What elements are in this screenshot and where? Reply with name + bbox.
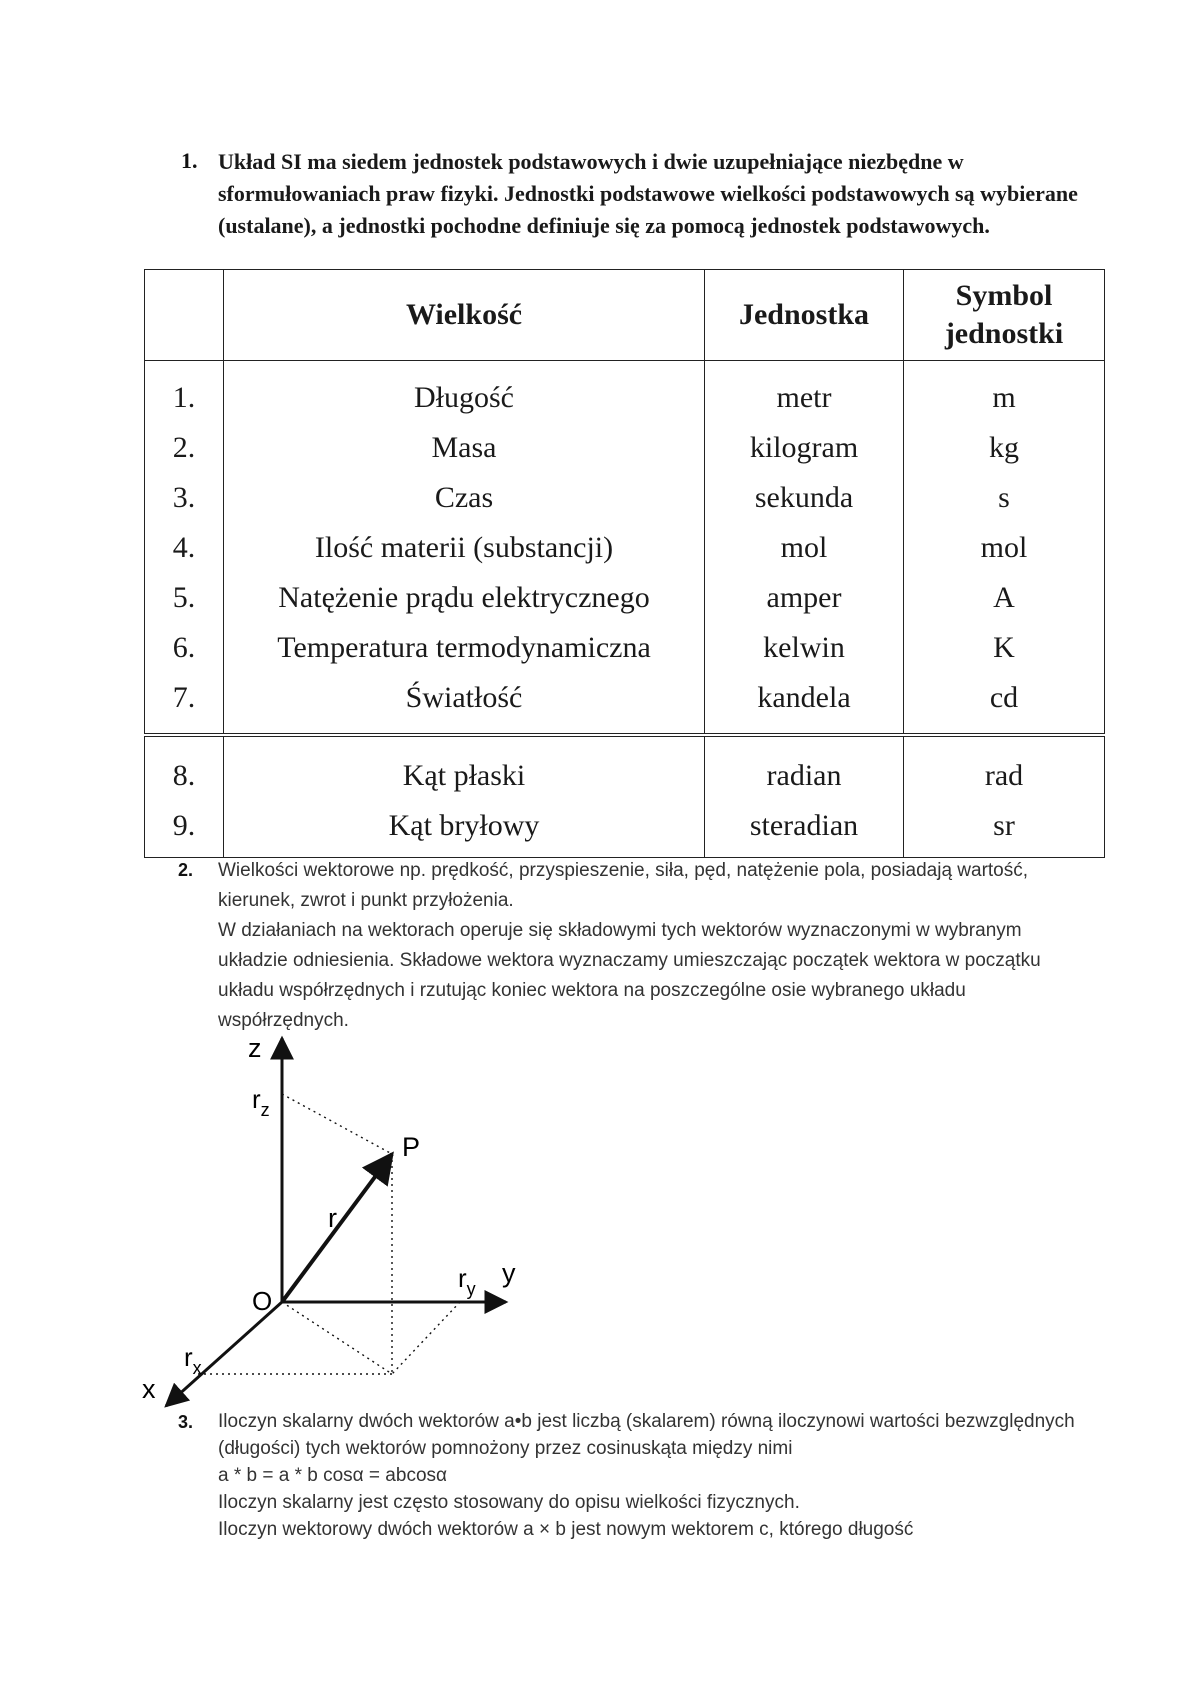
row-number: 3.	[145, 473, 224, 523]
row-unit: mol	[705, 523, 904, 573]
section-3-line: Iloczyn skalarny jest często stosowany do opisu wielkości fizycznych.	[218, 1492, 800, 1513]
rx-label: $r_x$	[184, 1342, 202, 1378]
row-number: 8.	[145, 735, 224, 801]
si-units-table	[144, 269, 1105, 858]
row-number: 9.	[145, 801, 224, 858]
table-row	[145, 423, 1105, 473]
vector-r-label: r	[328, 1203, 337, 1233]
vector-components-diagram	[140, 1030, 560, 1410]
row-unit: metr	[705, 361, 904, 424]
row-quantity: Czas	[224, 473, 705, 523]
row-number: 4.	[145, 523, 224, 573]
header-unit: Jednostka	[705, 270, 904, 361]
row-quantity: Natężenie prądu elektrycznego	[224, 573, 705, 623]
table-header-row	[145, 270, 1105, 361]
row-quantity: Ilość materii (substancji)	[224, 523, 705, 573]
origin-label: O	[252, 1286, 273, 1316]
row-quantity: Długość	[224, 361, 705, 424]
row-unit: kandela	[705, 673, 904, 735]
section-3-line: Iloczyn wektorowy dwóch wektorów a × b jest nowym wektorem c, którego długość	[218, 1519, 914, 1540]
row-symbol: K	[904, 623, 1105, 673]
section-1-lead: Układ SI	[218, 149, 302, 174]
section-3-line: Iloczyn skalarny dwóch wektorów a•b jest liczbą (skalarem) równą iloczynowi wartości bezwzględnych (długości) tych wektorów pomnożony przez cosinuskąta między nimi	[218, 1411, 1075, 1459]
table-row	[145, 573, 1105, 623]
table-row	[145, 673, 1105, 735]
row-symbol: s	[904, 473, 1105, 523]
row-symbol: kg	[904, 423, 1105, 473]
section-2-paragraph: Wielkości wektorowe np. prędkość, przyspieszenie, siła, pęd, natężenie pola, posiadają wartość, kierunek, zwrot i punkt przyłożenia.	[218, 860, 1029, 911]
vector-r	[282, 1154, 392, 1302]
section-1-text	[218, 146, 1098, 242]
section-3-text	[218, 1408, 1078, 1543]
section-2-text	[218, 856, 1078, 1036]
row-unit: sekunda	[705, 473, 904, 523]
y-axis-label: y	[502, 1258, 516, 1288]
section-3-line: a * b = a * b cosα = abcosα	[218, 1465, 447, 1486]
row-quantity: Kąt płaski	[224, 735, 705, 801]
section-1-body: ma siedem jednostek podstawowych i dwie uzupełniające niezbędne w sformułowaniach praw fizyki. Jednostki podstawowe wielkości podstawowych są wybierane (ustalane), a jednostki pochodne definiuje się za pomocą jednostek podstawowych.	[218, 149, 1078, 238]
row-quantity: Masa	[224, 423, 705, 473]
point-p-label: P	[402, 1132, 421, 1162]
table-row	[145, 735, 1105, 801]
row-symbol: cd	[904, 673, 1105, 735]
table-row	[145, 523, 1105, 573]
table-row	[145, 801, 1105, 858]
section-2-number: 2.	[178, 860, 194, 880]
table-row	[145, 473, 1105, 523]
header-symbol-label: Symbol jednostki	[944, 279, 1064, 350]
row-symbol: sr	[904, 801, 1105, 858]
row-symbol: A	[904, 573, 1105, 623]
header-number	[145, 270, 224, 361]
row-quantity: Światłość	[224, 673, 705, 735]
section-2-paragraph: W działaniach na wektorach operuje się składowymi tych wektorów wyznaczonymi w wybranym układzie odniesienia. Składowe wektora wyznaczamy umieszczając początek wektora w początku układu współrzędnych i rzutując koniec wektora na poszczególne osie wybranego układu współrzędnych.	[218, 920, 1041, 1031]
row-number: 5.	[145, 573, 224, 623]
table-row	[145, 361, 1105, 424]
row-unit: kilogram	[705, 423, 904, 473]
row-unit: radian	[705, 735, 904, 801]
row-unit: amper	[705, 573, 904, 623]
row-number: 6.	[145, 623, 224, 673]
row-symbol: rad	[904, 735, 1105, 801]
row-symbol: mol	[904, 523, 1105, 573]
section-3-number: 3.	[178, 1412, 194, 1432]
projection-lines	[198, 1094, 460, 1374]
row-number: 1.	[145, 361, 224, 424]
ry-label: $r_y$	[458, 1263, 476, 1299]
header-symbol	[904, 270, 1105, 361]
row-quantity: Kąt bryłowy	[224, 801, 705, 858]
header-quantity: Wielkość	[224, 270, 705, 361]
row-unit: steradian	[705, 801, 904, 858]
row-symbol: m	[904, 361, 1105, 424]
rz-label: $r_z$	[252, 1084, 270, 1120]
row-number: 2.	[145, 423, 224, 473]
table-row	[145, 623, 1105, 673]
x-axis-label: x	[142, 1374, 156, 1404]
row-number: 7.	[145, 673, 224, 735]
row-quantity: Temperatura termodynamiczna	[224, 623, 705, 673]
z-axis-label: z	[248, 1033, 262, 1063]
section-1-number: 1.	[181, 148, 198, 173]
row-unit: kelwin	[705, 623, 904, 673]
